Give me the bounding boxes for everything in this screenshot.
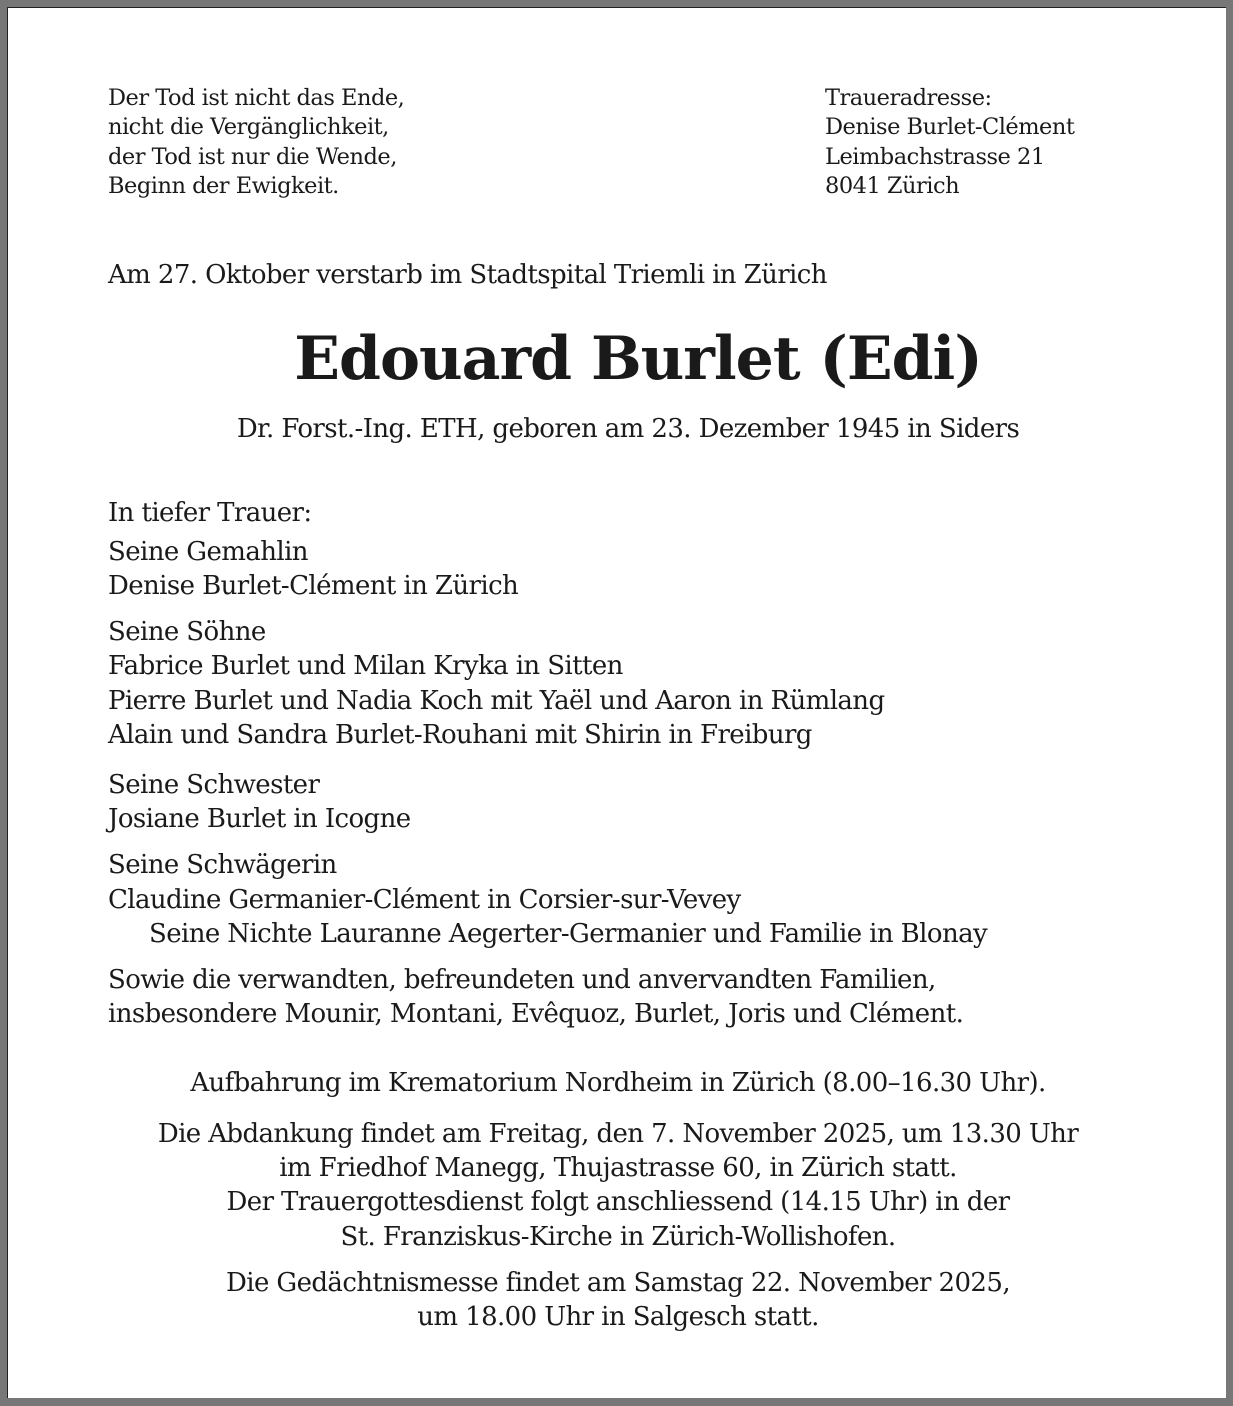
- relation-label: Seine Schwägerin: [108, 850, 337, 880]
- mourner-line: Josiane Burlet in Icogne: [108, 804, 411, 834]
- address-city: 8041 Zürich: [825, 173, 960, 199]
- families-line: Sowie die verwandten, befreundeten und anvervandten Familien,: [108, 965, 936, 995]
- address-name: Denise Burlet-Clément: [825, 114, 1075, 140]
- obituary-page: [7, 7, 1226, 1398]
- ceremony-line: im Friedhof Manegg, Thujastrasse 60, in Zürich statt.: [279, 1153, 957, 1183]
- mourner-line: Alain und Sandra Burlet-Rouhani mit Shirin in Freiburg: [108, 720, 812, 750]
- poem-line: der Tod ist nur die Wende,: [108, 144, 397, 170]
- relation-label: Seine Schwester: [108, 770, 320, 800]
- mourner-line: Fabrice Burlet und Milan Kryka in Sitten: [108, 651, 623, 681]
- death-notice-intro: Am 27. Oktober verstarb im Stadtspital Triemli in Zürich: [108, 260, 827, 290]
- mourner-line: Pierre Burlet und Nadia Koch mit Yaël und Aaron in Rümlang: [108, 686, 885, 716]
- memorial-line: um 18.00 Uhr in Salgesch statt.: [417, 1302, 819, 1332]
- address-label: Traueradresse:: [825, 85, 992, 111]
- viewing-info: Aufbahrung im Krematorium Nordheim in Zürich (8.00–16.30 Uhr).: [190, 1068, 1046, 1098]
- poem-line: Beginn der Ewigkeit.: [108, 173, 339, 199]
- poem-line: Der Tod ist nicht das Ende,: [108, 85, 405, 111]
- relation-label: Seine Söhne: [108, 617, 266, 647]
- ceremony-line: Der Trauergottesdienst folgt anschliessend (14.15 Uhr) in der: [226, 1187, 1010, 1217]
- memorial-line: Die Gedächtnismesse findet am Samstag 22. November 2025,: [226, 1268, 1010, 1298]
- poem-line: nicht die Vergänglichkeit,: [108, 114, 389, 140]
- deceased-name: Edouard Burlet (Edi): [294, 324, 982, 394]
- ceremony-line: Die Abdankung findet am Freitag, den 7. November 2025, um 13.30 Uhr: [157, 1119, 1079, 1149]
- deceased-subtitle: Dr. Forst.-Ing. ETH, geboren am 23. Dezember 1945 in Siders: [236, 414, 1020, 444]
- mourners-heading: In tiefer Trauer:: [108, 498, 312, 528]
- mourner-line: Claudine Germanier-Clément in Corsier-sur-Vevey: [108, 885, 741, 915]
- mourner-line: Seine Nichte Lauranne Aegerter-Germanier und Familie in Blonay: [149, 919, 988, 949]
- families-line: insbesondere Mounir, Montani, Evêquoz, Burlet, Joris und Clément.: [108, 999, 964, 1029]
- mourner-line: Denise Burlet-Clément in Zürich: [108, 571, 519, 601]
- relation-label: Seine Gemahlin: [108, 537, 308, 567]
- ceremony-line: St. Franziskus-Kirche in Zürich-Wollishofen.: [340, 1222, 896, 1252]
- address-street: Leimbachstrasse 21: [825, 144, 1045, 170]
